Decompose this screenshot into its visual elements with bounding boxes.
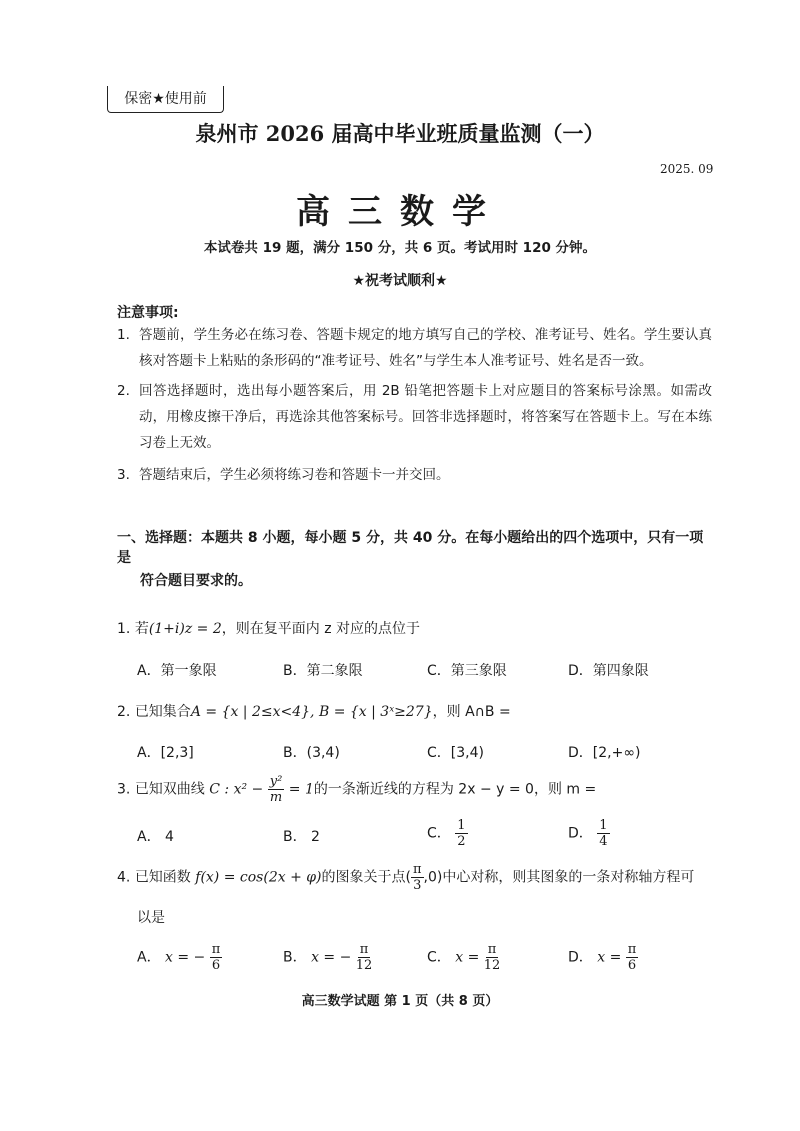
option-label: C． [427,949,451,966]
option-b: B．第二象限 [283,663,363,679]
section-heading-continued: 符合题目要求的。 [140,573,252,589]
fraction-denominator: 3 [413,878,422,893]
notice-item-number: 1. [117,327,130,343]
question-4 [117,862,694,893]
question-text: 的图象关于点( [321,869,411,886]
fraction-denominator: 12 [355,958,373,973]
confidential-label: 保密★使用前 [107,86,224,113]
question-expression: f(x) = cos(2x + φ) [195,869,322,886]
option-d: D．[2,+∞) [568,745,641,761]
notice-item-number: 2. [117,383,130,399]
notice-item-text: 答题结束后，学生必须将练习卷和答题卡一并交回。 [139,467,450,483]
fraction [210,942,223,973]
notice-item [117,322,712,374]
section-heading: 一、选择题：本题共 8 小题，每小题 5 分，共 40 分。在每小题给出的四个选项中，只有一项是 [117,530,704,566]
notice-item-number: 3. [117,467,130,483]
fraction-denominator: 12 [483,958,501,973]
option-b [283,942,372,973]
fraction-denominator: 4 [599,834,608,849]
question-expression: A = {x | 2≤x<4}, B = {x | 3ˣ≥27} [190,704,433,720]
exam-title: 泉州市 2026 届高中毕业班质量监测（一） [195,121,605,146]
fraction-numerator: y² [269,774,283,789]
fraction [455,818,467,849]
notice-item [117,378,712,456]
option-b: B． 2 [283,829,320,845]
option-expression: x = [597,949,622,966]
fraction [268,774,285,805]
notice-heading: 注意事项: [117,305,179,321]
option-label: B． [283,949,307,966]
option-label: D． [568,949,593,966]
fraction-numerator: 1 [457,818,466,833]
notice-item-text: 答题前，学生务必在练习卷、答题卡规定的地方填写自己的学校、准考证号、姓名。学生要认真核对答题卡上粘贴的条形码的“准考证号、姓名”与学生本人准考证号、姓名是否一致。 [139,327,712,369]
option-d: D．第四象限 [568,663,649,679]
question-number: 2. [117,704,131,720]
question-text: 已知双曲线 [134,781,205,798]
notice-item-text: 回答选择题时，选出每小题答案后，用 2B 铅笔把答题卡上对应题目的答案标号涂黑。如需改动，用橡皮擦干净后，再选涂其他答案标号。回答非选择题时，将答案写在答题卡上。写在本练习卷上无效。 [139,383,712,451]
question-expression: = 1 [288,781,314,798]
option-expression: x = − [311,949,352,966]
option-label: A． [137,949,161,966]
fraction-numerator: π [359,942,369,957]
fraction-numerator: π [627,942,637,957]
fraction [626,942,639,973]
question-expression: (1+i)z = 2 [148,621,222,637]
fraction [597,818,609,849]
blessing-line: ★祝考试顺利★ [352,273,448,289]
question-text: ，则在复平面内 z 对应的点位于 [221,621,421,637]
fraction-denominator: 2 [457,834,466,849]
option-expression: x = − [165,949,206,966]
question-3 [117,774,596,805]
option-c [427,818,468,849]
question-text: 中心对称，则其图象的一条对称轴方程可 [442,869,695,886]
fraction-numerator: 1 [599,818,608,833]
option-c: C．[3,4) [427,745,484,761]
option-d [568,818,610,849]
subject-title: 高三数学 [296,192,504,232]
question-text: 的一条渐近线的方程为 2x − y = 0，则 m = [313,781,597,798]
fraction-denominator: 6 [627,958,637,973]
question-text: 若 [134,621,149,637]
question-expression: C : x² − [209,781,264,798]
question-text: ，则 A∩B = [432,704,511,720]
question-text: ,0) [423,869,443,886]
question-text: 已知集合 [134,704,191,720]
fraction [356,942,373,973]
notice-item [117,462,712,488]
fraction-numerator: π [412,862,422,877]
exam-date: 2025. 09 [660,162,714,176]
exam-info: 本试卷共 19 题，满分 150 分，共 6 页。考试用时 120 分钟。 [203,240,597,256]
option-expression: x = [455,949,480,966]
option-label: C． [427,825,451,842]
option-c: C．第三象限 [427,663,507,679]
option-a [137,942,222,973]
option-d [568,942,638,973]
fraction-numerator: π [487,942,497,957]
question-4-continued: 以是 [137,910,165,926]
option-a: A．[2,3] [137,745,194,761]
question-text: 已知函数 [134,869,191,886]
fraction [411,862,424,893]
question-number: 4. [117,869,131,886]
question-1 [117,618,420,640]
option-b: B．(3,4) [283,745,340,761]
question-number: 1. [117,621,131,637]
option-c [427,942,500,973]
fraction-numerator: π [211,942,221,957]
fraction-denominator: m [269,790,283,805]
option-a: A．第一象限 [137,663,217,679]
question-2 [117,701,511,723]
page-footer: 高三数学试题 第 1 页（共 8 页） [301,994,499,1009]
question-number: 3. [117,781,131,798]
option-a: A． 4 [137,829,174,845]
fraction [484,942,501,973]
fraction-denominator: 6 [211,958,221,973]
option-label: D． [568,825,593,842]
